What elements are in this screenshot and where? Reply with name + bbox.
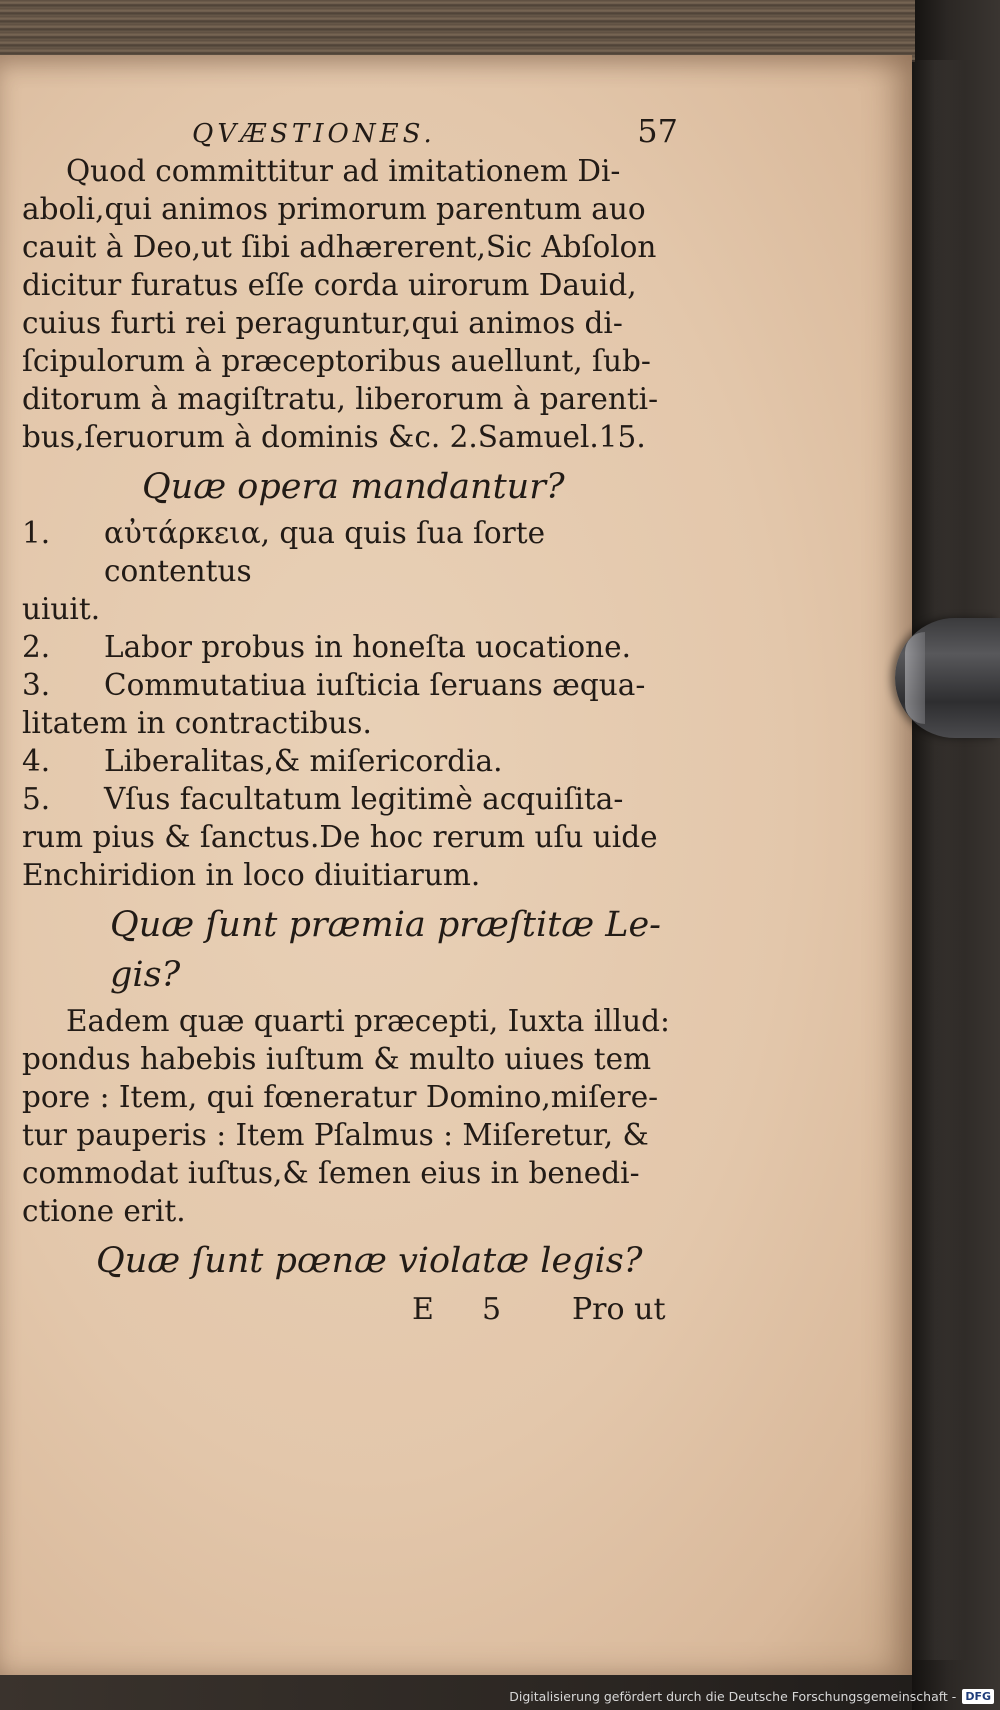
heading-line: gis?	[110, 955, 181, 995]
list-item	[22, 628, 682, 666]
signature-number: 5	[482, 1292, 502, 1327]
footer-text: Digitalisierung gefördert durch die Deutsche Forschungsgemeinschaft -	[509, 1688, 957, 1704]
question-heading-1: Quæ opera mandantur?	[142, 467, 565, 507]
catchword: Pro ut	[572, 1292, 666, 1327]
question-heading-3: Quæ ſunt pœnæ violatæ legis?	[96, 1241, 643, 1281]
list-continuation: litatem in contractibus.	[22, 706, 372, 740]
text-line: tur pauperis : Item Pſalmus : Miſeretur, &	[22, 1118, 649, 1152]
list-text: Liberalitas,& miſericordia.	[104, 744, 503, 778]
commandments-list	[22, 514, 682, 894]
list-item	[22, 514, 682, 590]
text-line: aboli,qui animos primorum parentum auo	[22, 192, 646, 226]
paragraph-1	[22, 152, 682, 456]
text-line: ctione erit.	[22, 1194, 186, 1228]
list-item	[22, 780, 682, 818]
text-line: Quod committitur ad imitationem Di-	[66, 154, 621, 188]
heading-line: Quæ ſunt præmia præſtitæ Le-	[110, 905, 662, 945]
page-number: 57	[637, 112, 678, 150]
paragraph-2	[22, 1002, 682, 1230]
list-text: Vſus facultatum legitimè acquiſita-	[104, 782, 624, 816]
list-continuation: rum pius & ſanctus.De hoc rerum uſu uide	[22, 820, 658, 854]
list-text: αὐτάρκεια, qua quis ſua ſorte contentus	[104, 516, 546, 588]
question-heading-2	[22, 900, 682, 1000]
catchline	[22, 1290, 682, 1330]
list-text: Commutatiua iuſticia ſeruans æqua-	[104, 668, 646, 702]
text-line: ditorum à magiſtratu, liberorum à parenti-	[22, 382, 659, 416]
list-number: 5.	[22, 782, 51, 816]
text-line: cauit à Deo,ut ſibi adhærerent,Sic Abſolon	[22, 230, 657, 264]
list-continuation: uiuit.	[22, 592, 101, 626]
text-line: Eadem quæ quarti præcepti, Iuxta illud:	[66, 1004, 670, 1038]
running-head	[22, 112, 682, 152]
list-number: 3.	[22, 668, 51, 702]
list-number: 2.	[22, 630, 51, 664]
text-line: commodat iuſtus,& ſemen eius in benedi-	[22, 1156, 640, 1190]
text-line: ſcipulorum à præceptoribus auellunt, ſub-	[22, 344, 651, 378]
text-line: cuius furti rei peraguntur,qui animos di-	[22, 306, 623, 340]
running-head-title: QVÆSTIONES.	[192, 119, 436, 149]
text-line: bus,ſeruorum à dominis &c. 2.Samuel.15.	[22, 420, 646, 454]
page-edge-stack	[0, 0, 915, 62]
gutter-highlight	[905, 60, 965, 1660]
signature-mark: E	[412, 1292, 434, 1327]
list-item	[22, 666, 682, 704]
list-item	[22, 742, 682, 780]
text-line: dicitur furatus eſſe corda uirorum Dauid,	[22, 268, 637, 302]
list-text: Labor probus in honeſta uocatione.	[104, 630, 631, 664]
list-number: 4.	[22, 744, 51, 778]
text-line: pondus habebis iuſtum & multo uiues tem	[22, 1042, 652, 1076]
list-number: 1.	[22, 516, 51, 550]
digitization-footer	[509, 1686, 994, 1706]
text-line: pore : Item, qui fœneratur Domino,miſere-	[22, 1080, 659, 1114]
page-text	[22, 112, 682, 1330]
dfg-logo: DFG	[962, 1689, 994, 1704]
list-continuation: Enchiridion in loco diuitiarum.	[22, 858, 481, 892]
